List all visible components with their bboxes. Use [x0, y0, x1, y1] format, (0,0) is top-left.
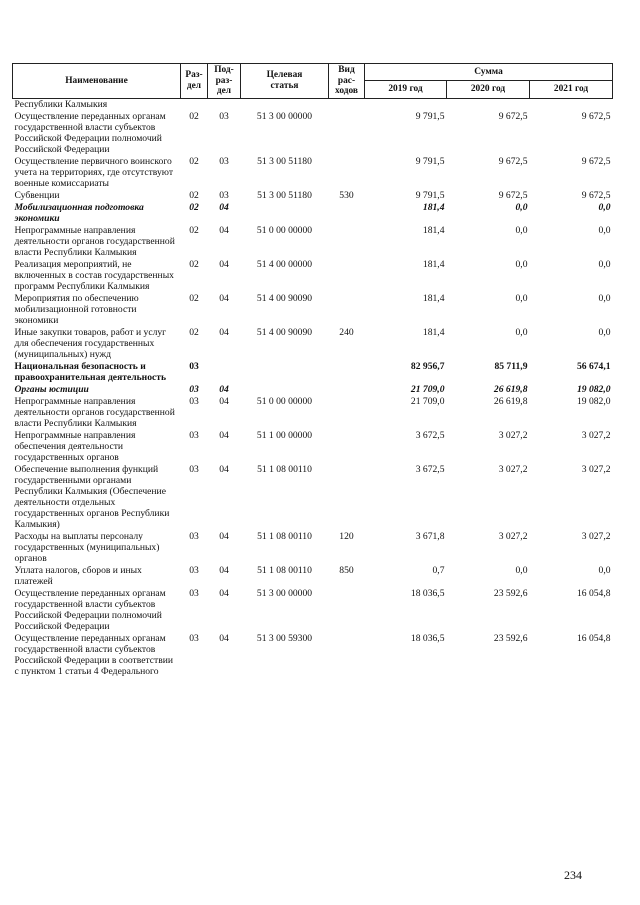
row-value-2020: 3 027,2 — [498, 429, 528, 441]
row-subsection: 04 — [219, 224, 229, 236]
row-section: 02 — [189, 224, 199, 236]
row-expense-type: 120 — [339, 530, 354, 542]
row-expense-type: 530 — [339, 189, 354, 201]
row-value-2021: 9 672,5 — [581, 110, 611, 122]
row-target: 51 4 00 00000 — [256, 258, 313, 270]
row-value-2019: 3 672,5 — [415, 429, 445, 441]
header-subsection-text: Под- раз- дел — [214, 65, 234, 96]
row-value-2019: 9 791,5 — [415, 155, 445, 167]
row-value-2019: 181,4 — [422, 292, 445, 304]
row-expense-type — [329, 111, 365, 156]
header-subsection — [208, 64, 241, 99]
row-value-2021: 0,0 — [598, 326, 611, 338]
row-value-2019: 3 672,5 — [415, 463, 445, 475]
row-name: Органы юстиции — [14, 383, 89, 395]
row-value-2020: 23 592,6 — [493, 587, 528, 599]
table-row — [13, 396, 613, 430]
row-value-2020: 3 027,2 — [498, 463, 528, 475]
row-name: Осуществление переданных органам государственной власти субъектов Российской Федерации в соответствии с пунктом 1 статьи 4 Федерального — [14, 632, 174, 677]
page-number: 234 — [564, 868, 582, 882]
row-value-2019: 82 956,7 — [410, 360, 445, 372]
row-value-2021: 3 027,2 — [581, 429, 611, 441]
table-row — [13, 98, 613, 111]
row-value-2021: 0,0 — [598, 292, 611, 304]
row-value-2019: 181,4 — [422, 201, 445, 213]
row-section: 02 — [189, 110, 199, 122]
row-name: Реализация мероприятий, не включенных в состав государственных программ Республики Калмыкия — [14, 258, 174, 292]
row-target: 51 1 08 00110 — [257, 564, 312, 576]
row-value-2019: 0,7 — [432, 564, 445, 576]
row-name: Иные закупки товаров, работ и услуг для обеспечения государственных (муниципальных) нужд — [14, 326, 167, 360]
row-expense-type: 240 — [339, 326, 354, 338]
row-target: 51 3 00 51180 — [257, 189, 312, 201]
row-subsection: 04 — [219, 632, 229, 644]
table-row — [13, 259, 613, 293]
row-value-2020: 0,0 — [515, 224, 528, 236]
row-value-2019: 21 709,0 — [410, 395, 445, 407]
budget-table — [12, 63, 613, 678]
row-target: 51 0 00 00000 — [256, 395, 313, 407]
row-subsection — [208, 361, 241, 384]
row-target: 51 1 08 00110 — [257, 530, 312, 542]
row-section: 02 — [189, 292, 199, 304]
row-value-2020: 9 672,5 — [498, 189, 528, 201]
row-value-2021: 0,0 — [598, 201, 611, 213]
row-section: 03 — [189, 360, 199, 372]
row-value-2020: 26 619,8 — [493, 383, 528, 395]
row-target — [241, 361, 329, 384]
row-section: 02 — [189, 326, 199, 338]
row-expense-type — [329, 396, 365, 430]
row-expense-type — [329, 384, 365, 396]
row-value-2021: 0,0 — [598, 564, 611, 576]
row-value-2020: 0,0 — [515, 292, 528, 304]
row-name: Мобилизационная подготовка экономики — [14, 201, 144, 224]
row-section: 03 — [189, 463, 199, 475]
row-value-2020: 0,0 — [515, 564, 528, 576]
row-value-2019: 21 709,0 — [410, 383, 445, 395]
row-subsection: 04 — [219, 564, 229, 576]
table-row — [13, 633, 613, 678]
table-row — [13, 384, 613, 396]
row-target — [241, 202, 329, 225]
row-expense-type — [329, 225, 365, 259]
row-subsection: 04 — [219, 587, 229, 599]
row-target: 51 1 08 00110 — [257, 463, 312, 475]
header-name: Наименование — [13, 64, 181, 99]
row-value-2020: 23 592,6 — [493, 632, 528, 644]
row-name: Мероприятия по обеспечению мобилизационной готовности экономики — [14, 292, 139, 326]
row-target: 51 0 00 00000 — [256, 224, 313, 236]
row-expense-type — [329, 633, 365, 678]
table-row — [13, 430, 613, 464]
row-name: Непрограммные направления деятельности органов государственной власти Республики Калмыкия — [14, 395, 175, 429]
row-expense-type — [329, 361, 365, 384]
row-subsection: 04 — [219, 326, 229, 338]
table-row — [13, 202, 613, 225]
row-value-2020: 0,0 — [515, 201, 528, 213]
row-name: Осуществление переданных органам государственной власти субъектов Российской Федерации полномочий Российской Федерации — [14, 110, 166, 155]
row-section: 02 — [189, 258, 199, 270]
row-subsection: 04 — [219, 201, 229, 213]
row-target: 51 1 00 00000 — [256, 429, 313, 441]
row-expense-type — [329, 98, 365, 111]
row-expense-type — [329, 588, 365, 633]
header-expense-type — [329, 64, 365, 99]
row-value-2019: 181,4 — [422, 326, 445, 338]
row-name: Обеспечение выполнения функций государственными органами Республики Калмыкия (Обеспечение деятельности отдельных государственных органов Республики Калмыкия) — [14, 463, 170, 530]
row-name: Осуществление переданных органам государственной власти субъектов Российской Федерации полномочий Российской Федерации — [14, 587, 166, 632]
row-subsection: 04 — [219, 292, 229, 304]
row-subsection — [208, 98, 241, 111]
row-subsection: 03 — [219, 189, 229, 201]
row-subsection: 03 — [219, 110, 229, 122]
table-row — [13, 565, 613, 588]
row-section: 03 — [189, 429, 199, 441]
row-value-2021: 56 674,1 — [576, 360, 611, 372]
row-value-2021: 3 027,2 — [581, 530, 611, 542]
header-expense-type-text: Вид рас- ходов — [334, 65, 358, 96]
row-expense-type — [329, 464, 365, 531]
row-value-2019: 18 036,5 — [410, 587, 445, 599]
row-section: 03 — [189, 530, 199, 542]
row-value-2021 — [530, 98, 613, 111]
table-row — [13, 464, 613, 531]
row-value-2020: 3 027,2 — [498, 530, 528, 542]
row-section: 03 — [189, 632, 199, 644]
row-target: 51 4 00 90090 — [256, 326, 313, 338]
row-subsection: 04 — [219, 530, 229, 542]
row-subsection: 04 — [219, 258, 229, 270]
row-subsection: 04 — [219, 463, 229, 475]
row-value-2020: 9 672,5 — [498, 155, 528, 167]
row-name: Непрограммные направления обеспечения деятельности государственных органов — [14, 429, 136, 463]
row-name: Уплата налогов, сборов и иных платежей — [14, 564, 142, 587]
row-value-2021: 9 672,5 — [581, 189, 611, 201]
table-row — [13, 190, 613, 202]
row-value-2019: 181,4 — [422, 258, 445, 270]
row-value-2021: 0,0 — [598, 224, 611, 236]
row-expense-type — [329, 202, 365, 225]
row-target: 51 3 00 00000 — [256, 110, 313, 122]
table-row — [13, 293, 613, 327]
row-section — [181, 98, 208, 111]
header-target — [241, 64, 329, 99]
row-target: 51 3 00 51180 — [257, 155, 312, 167]
header-year-2019: 2019 год — [365, 81, 447, 98]
table-row — [13, 225, 613, 259]
header-section — [181, 64, 208, 99]
row-value-2020: 0,0 — [515, 326, 528, 338]
row-value-2021: 16 054,8 — [576, 587, 611, 599]
row-section: 03 — [189, 395, 199, 407]
header-year-2021: 2021 год — [530, 81, 613, 98]
row-value-2019: 9 791,5 — [415, 189, 445, 201]
row-target: 51 4 00 90090 — [256, 292, 313, 304]
row-name: Субвенции — [14, 189, 60, 201]
row-subsection: 04 — [219, 383, 229, 395]
table-row — [13, 361, 613, 384]
table-row — [13, 327, 613, 361]
row-section: 03 — [189, 383, 199, 395]
row-value-2020: 85 711,9 — [494, 360, 528, 372]
table-header — [13, 64, 613, 99]
row-value-2019: 9 791,5 — [415, 110, 445, 122]
row-name: Непрограммные направления деятельности органов государственной власти Республики Калмыкия — [14, 224, 175, 258]
row-name: Республики Калмыкия — [14, 98, 108, 110]
row-section: 02 — [189, 155, 199, 167]
row-value-2020: 0,0 — [515, 258, 528, 270]
row-section: 02 — [189, 189, 199, 201]
header-sum: Сумма — [365, 64, 613, 81]
row-subsection: 04 — [219, 429, 229, 441]
row-section: 03 — [189, 564, 199, 576]
table-body — [13, 98, 613, 678]
row-target: 51 3 00 59300 — [256, 632, 313, 644]
row-value-2021: 16 054,8 — [576, 632, 611, 644]
row-value-2019: 18 036,5 — [410, 632, 445, 644]
row-expense-type — [329, 430, 365, 464]
row-value-2021: 9 672,5 — [581, 155, 611, 167]
row-value-2021: 3 027,2 — [581, 463, 611, 475]
row-name: Осуществление первичного воинского учета на территориях, где отсутствуют военные комиссариаты — [14, 155, 174, 189]
row-target — [241, 98, 329, 111]
table-row — [13, 588, 613, 633]
row-value-2019 — [365, 98, 447, 111]
row-value-2021: 19 082,0 — [576, 383, 611, 395]
row-value-2020: 26 619,8 — [493, 395, 528, 407]
header-target-text: Целевая статья — [266, 70, 303, 91]
row-value-2021: 0,0 — [598, 258, 611, 270]
row-value-2021: 19 082,0 — [576, 395, 611, 407]
row-expense-type — [329, 293, 365, 327]
header-section-text: Раз- дел — [185, 70, 203, 91]
table-row — [13, 111, 613, 156]
table-row — [13, 531, 613, 565]
row-section: 03 — [189, 587, 199, 599]
row-name: Расходы на выплаты персоналу государственных (муниципальных) органов — [14, 530, 160, 564]
row-subsection: 03 — [219, 155, 229, 167]
row-name: Национальная безопасность и правоохранительная деятельность — [14, 360, 167, 383]
header-year-2020: 2020 год — [447, 81, 530, 98]
row-section: 02 — [189, 201, 199, 213]
row-expense-type: 850 — [339, 564, 354, 576]
row-value-2019: 3 671,8 — [415, 530, 445, 542]
row-expense-type — [329, 156, 365, 190]
row-value-2020: 9 672,5 — [498, 110, 528, 122]
row-expense-type — [329, 259, 365, 293]
table-row — [13, 156, 613, 190]
row-target: 51 3 00 00000 — [256, 587, 313, 599]
row-subsection: 04 — [219, 395, 229, 407]
row-target — [241, 384, 329, 396]
row-value-2020 — [447, 98, 530, 111]
row-value-2019: 181,4 — [422, 224, 445, 236]
